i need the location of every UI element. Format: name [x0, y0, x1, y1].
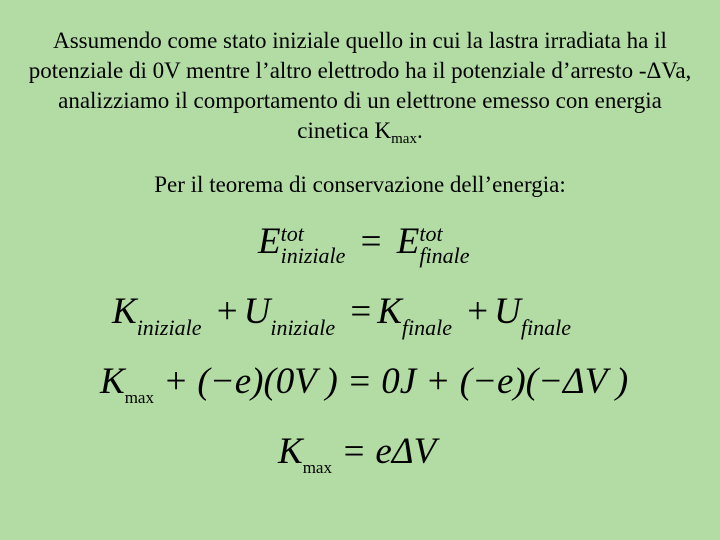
eq2-equals: =: [350, 291, 372, 332]
eq1-rhs-scripts: [419, 220, 470, 268]
eq3-k: K: [100, 361, 125, 402]
eq2-k2-sub: finale: [401, 315, 453, 340]
eq4-k: K: [278, 431, 303, 472]
eq2-k2: K: [377, 291, 402, 332]
eq1-equals: =: [360, 221, 382, 262]
equation-substitution: [100, 360, 628, 408]
eq1-lhs-sup: tot: [280, 220, 304, 246]
eq2-u1: U: [243, 291, 271, 332]
eq3-k-sub: max: [124, 388, 154, 407]
theorem-heading: Per il teorema di conservazione dell’energia:: [154, 172, 566, 197]
intro-period: .: [416, 118, 423, 143]
eq2-u2-sub: finale: [520, 315, 571, 340]
equation-kinetic-potential: [112, 290, 571, 341]
eq2-k1: K: [112, 291, 137, 332]
eq1-rhs-sub: finale: [419, 242, 470, 268]
eq2-k1-sub: iniziale: [136, 315, 202, 340]
equation-total-energy: [258, 220, 469, 267]
eq1-rhs-sup: tot: [419, 220, 443, 246]
eq4-k-sub: max: [302, 458, 332, 477]
eq1-lhs-symbol: E: [258, 221, 281, 262]
eq2-plus1: +: [216, 291, 238, 332]
intro-paragraph: [20, 26, 700, 154]
eq3-rest: + (−e)(0V ) = 0J + (−e)(−ΔV ): [163, 361, 629, 402]
eq1-lhs-sub: iniziale: [280, 242, 346, 268]
equation-result: [278, 430, 436, 478]
eq2-u2: U: [494, 291, 521, 332]
kmax-subscript: max: [391, 131, 417, 147]
eq2-u1-sub: iniziale: [270, 315, 336, 340]
intro-text: Assumendo come stato iniziale quello in cui la lastra irradiata ha il potenziale di 0V mentre l’altro elettrodo ha il potenziale d’arresto -ΔVa, analizziamo il comportamento di un elettrone emesso con energia cinetica K: [28, 28, 692, 143]
eq1-rhs-symbol: E: [396, 221, 420, 262]
eq1-lhs-scripts: [280, 220, 346, 268]
eq2-plus2: +: [467, 291, 489, 332]
eq4-rhs: = eΔV: [341, 431, 437, 472]
